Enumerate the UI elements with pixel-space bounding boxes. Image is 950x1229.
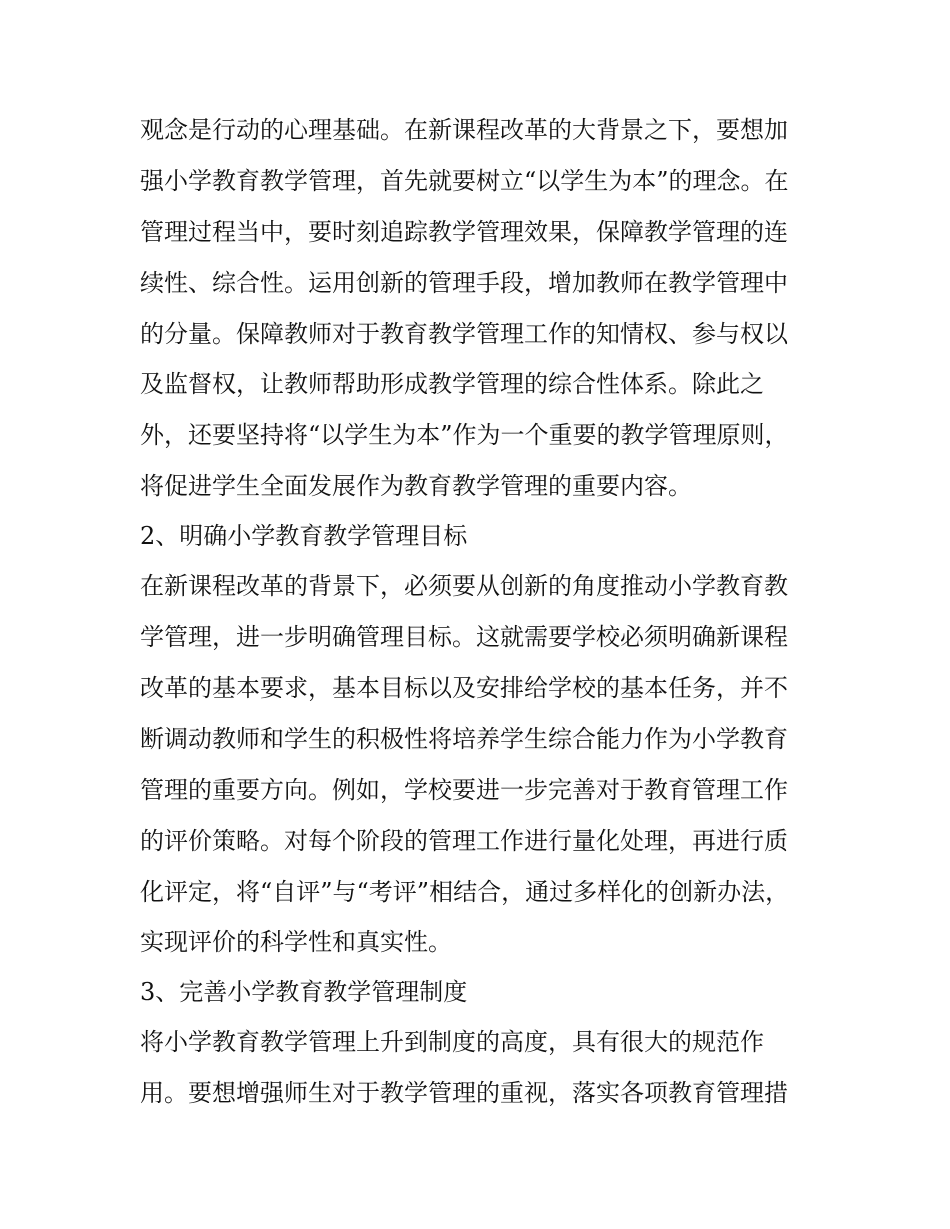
paragraph-line: 的分量。保障教师对于教育教学管理工作的知情权、参与权以 xyxy=(140,320,788,348)
paragraph-line: 化评定，将“自评”与“考评”相结合，通过多样化的创新办法， xyxy=(140,878,790,906)
paragraph-line: 的评价策略。对每个阶段的管理工作进行量化处理，再进行质 xyxy=(140,827,788,855)
paragraph-line: 改革的基本要求，基本目标以及安排给学校的基本任务，并不 xyxy=(140,674,788,702)
paragraph-line: 及监督权，让教师帮助形成教学管理的综合性体系。除此之 xyxy=(140,370,764,398)
section-heading: 2、明确小学教育教学管理目标 xyxy=(140,522,468,550)
paragraph-line: 学管理，进一步明确管理目标。这就需要学校必须明确新课程 xyxy=(140,623,788,651)
paragraph-line: 外，还要坚持将“以学生为本”作为一个重要的教学管理原则， xyxy=(140,421,789,449)
paragraph-line: 用。要想增强师生对于教学管理的重视，落实各项教育管理措 xyxy=(140,1079,788,1107)
section-heading: 3、完善小学教育教学管理制度 xyxy=(140,978,468,1006)
paragraph-line: 在新课程改革的背景下，必须要从创新的角度推动小学教育教 xyxy=(140,572,788,600)
paragraph-line: 续性、综合性。运用创新的管理手段，增加教师在教学管理中 xyxy=(140,269,788,297)
paragraph-line: 管理过程当中，要时刻追踪教学管理效果，保障教学管理的连 xyxy=(140,218,788,246)
paragraph-line: 将小学教育教学管理上升到制度的高度，具有很大的规范作 xyxy=(140,1028,764,1056)
paragraph-line: 断调动教师和学生的积极性将培养学生综合能力作为小学教育 xyxy=(140,725,788,753)
paragraph-line: 观念是行动的心理基础。在新课程改革的大背景之下，要想加 xyxy=(140,116,788,144)
paragraph-line: 将促进学生全面发展作为教育教学管理的重要内容。 xyxy=(140,472,692,500)
paragraph-line: 管理的重要方向。例如，学校要进一步完善对于教育管理工作 xyxy=(140,776,788,804)
paragraph-line: 强小学教育教学管理，首先就要树立“以学生为本”的理念。在 xyxy=(140,167,789,195)
paragraph-line: 实现评价的科学性和真实性。 xyxy=(140,928,452,956)
